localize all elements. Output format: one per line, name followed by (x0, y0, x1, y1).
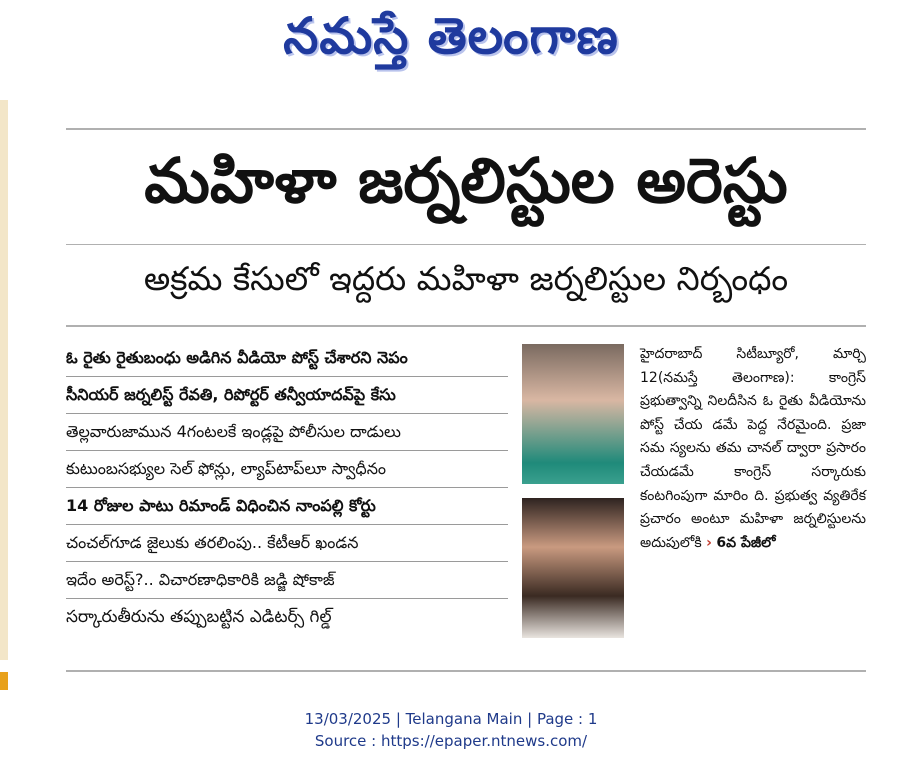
bullet-item: సీనియర్ జర్నలిస్ట్ రేవతి, రిపోర్టర్ తన్వీయాదవ్‌పై కేసు (66, 377, 508, 414)
bullet-item: సర్కారుతీరును తప్పుబట్టిన ఎడిటర్స్ గిల్డ్ (66, 607, 332, 627)
bottom-rule (66, 670, 866, 672)
bullet-item: ఓ రైతు రైతుబంధు అడిగిన వీడియో పోస్ట్ చేశారని నెపం (66, 340, 508, 377)
journalist-photo-2 (522, 498, 624, 638)
newspaper-masthead: నమస్తే తెలంగాణ (283, 6, 619, 65)
scan-edge (0, 100, 8, 660)
bullet-item: ఇదేం అరెస్ట్?.. విచారణాధికారికి జడ్జి షోకాజ్ (66, 562, 508, 599)
subheadline: అక్రమ కేసులో ఇద్దరు మహిళా జర్నలిస్టుల నిర్బంధం (143, 259, 789, 298)
subhead-rule (66, 325, 866, 327)
bullet-item: చంచల్‌గూడ జైలుకు తరలింపు.. కేటీఆర్ ఖండన (66, 525, 508, 562)
bullet-item: 14 రోజుల పాటు రిమాండ్ విధించిన నాంపల్లి కోర్టు (66, 488, 508, 525)
footer-date-line: 13/03/2025 | Telangana Main | Page : 1 (304, 710, 598, 728)
continuation-label: 6వ పేజీలో (716, 534, 776, 551)
article-body (640, 343, 866, 555)
headline-rule (66, 244, 866, 245)
footer-source-line: Source : https://epaper.ntnews.com/ (314, 732, 588, 750)
bullet-item: కుటుంబసభ్యుల సెల్ ఫోన్లు, ల్యాప్‌టాప్‌లూ స్వాధీనం (66, 451, 508, 488)
scan-edge-marker (0, 672, 8, 690)
bullet-item: తెల్లవారుజామున 4గంటలకే ఇండ్లపై పోలీసుల దాడులు (66, 414, 508, 451)
body-text: హైదరాబాద్ సిటీబ్యూరో, మార్చి 12(నమస్తే తెలంగాణ): కాంగ్రెస్ ప్రభుత్వాన్ని నిలదీసిన ఓ రైతు వీడియోను పోస్ట్ చేయ డమే పెద్ద నేరమైంది. ప్రజా సమ స్యలను తమ చానల్ ద్వారా ప్రసారం చేయడమే కాంగ్రెస్ సర్కారుకు కంటగింపుగా మారిం ది. ప్రభుత్వ వ్యతిరేక ప్రచారం అంటూ మహిళా జర్నలిస్టులను అదుపులోకి (640, 346, 866, 551)
bullet-points (66, 340, 508, 635)
continuation-arrow-icon: › (706, 534, 712, 551)
journalist-photo-1 (522, 344, 624, 484)
headline: మహిళా జర్నలిస్టుల అరెస్టు (144, 144, 788, 217)
top-rule (66, 128, 866, 130)
